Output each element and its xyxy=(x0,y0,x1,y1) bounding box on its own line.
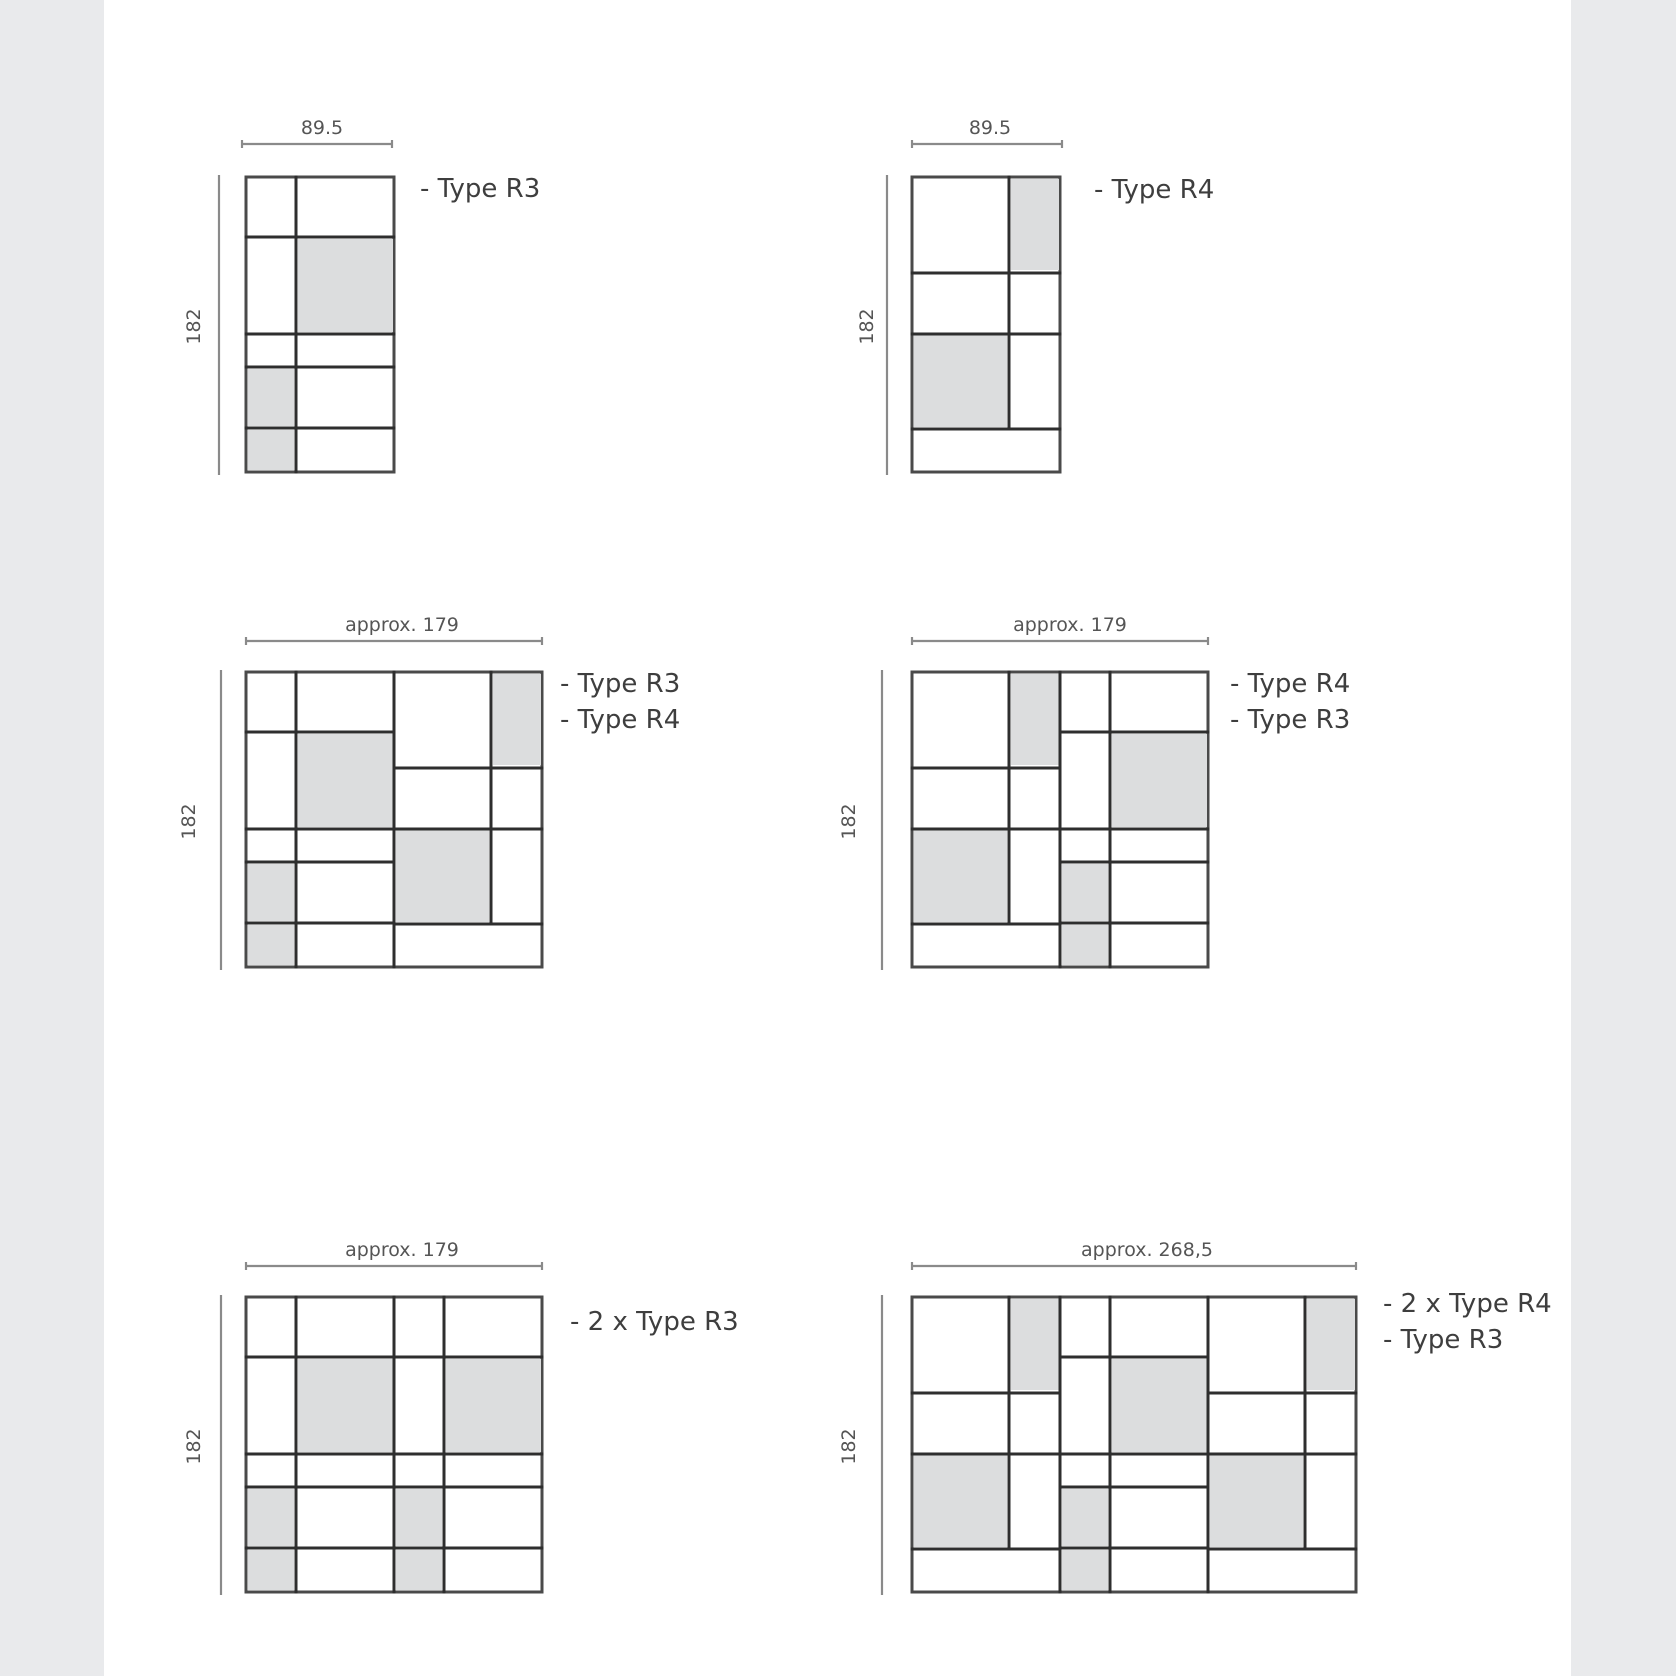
height-label: 182 xyxy=(183,1428,205,1465)
back-panel xyxy=(1062,925,1108,965)
back-panel xyxy=(248,925,294,965)
back-panel xyxy=(298,734,393,827)
back-panel xyxy=(1011,674,1059,765)
height-label: 182 xyxy=(856,308,878,345)
back-panel xyxy=(1011,179,1059,270)
type-label: - 2 x Type R4 xyxy=(1383,1289,1552,1319)
shelf-configuration-2 xyxy=(856,117,1214,475)
back-panel xyxy=(248,430,294,470)
back-panel xyxy=(1062,1550,1108,1590)
type-label: - Type R4 xyxy=(1230,669,1351,699)
type-label: - Type R3 xyxy=(560,669,681,699)
width-label: approx. 268,5 xyxy=(1081,1239,1213,1261)
width-label: approx. 179 xyxy=(1013,614,1127,636)
back-panel xyxy=(914,828,1007,922)
height-label: 182 xyxy=(838,1428,860,1465)
back-panel xyxy=(1210,1453,1303,1547)
shelf-configuration-1 xyxy=(183,117,540,475)
back-panel xyxy=(396,1489,442,1546)
type-label: - Type R3 xyxy=(1383,1325,1504,1355)
type-label: - Type R4 xyxy=(560,705,681,735)
back-panel xyxy=(1062,1489,1108,1546)
width-label: approx. 179 xyxy=(345,1239,459,1261)
back-panel xyxy=(248,369,294,426)
back-panel xyxy=(248,864,294,921)
back-panel xyxy=(446,1359,541,1452)
shelf-configuration-6 xyxy=(838,1239,1552,1595)
back-panel xyxy=(1307,1299,1355,1390)
shelf-configuration-3 xyxy=(178,614,680,970)
type-label: - 2 x Type R3 xyxy=(570,1307,739,1337)
type-label: - Type R4 xyxy=(1094,175,1215,205)
width-label: approx. 179 xyxy=(345,614,459,636)
shelf-configuration-5 xyxy=(183,1239,739,1595)
height-label: 182 xyxy=(838,803,860,840)
width-label: 89.5 xyxy=(300,117,344,139)
width-label: 89.5 xyxy=(968,117,1012,139)
back-panel xyxy=(914,333,1007,427)
back-panel xyxy=(396,828,489,922)
back-panel xyxy=(1112,1359,1207,1452)
type-label: - Type R3 xyxy=(420,174,541,204)
back-panel xyxy=(1011,1299,1059,1390)
back-panel xyxy=(493,674,541,765)
back-panel xyxy=(298,1359,393,1452)
back-panel xyxy=(1112,734,1207,827)
height-label: 182 xyxy=(178,803,200,840)
shelf-configuration-4 xyxy=(838,614,1350,970)
height-label: 182 xyxy=(183,308,205,345)
back-panel xyxy=(248,1550,294,1590)
back-panel xyxy=(248,1489,294,1546)
back-panel xyxy=(396,1550,442,1590)
back-panel xyxy=(914,1453,1007,1547)
type-label: - Type R3 xyxy=(1230,705,1351,735)
back-panel xyxy=(1062,864,1108,921)
back-panel xyxy=(298,239,393,332)
